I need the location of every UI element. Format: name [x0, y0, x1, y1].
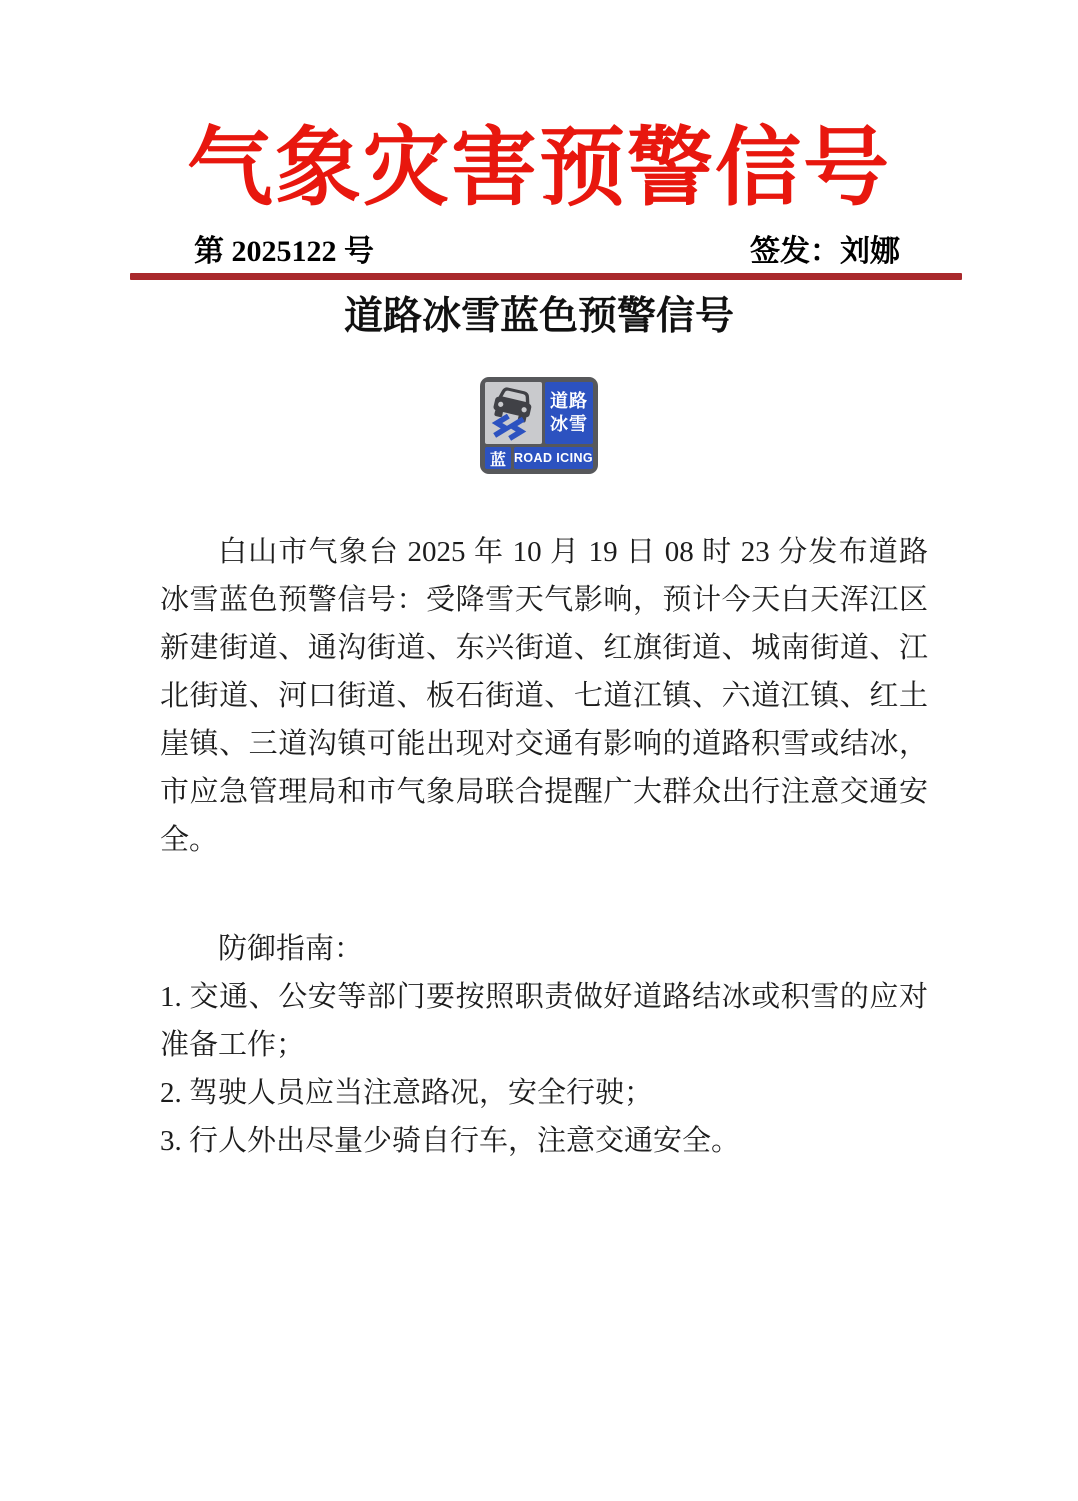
- warning-type-line2: 冰雪: [550, 414, 588, 435]
- road-icing-blue-warning-icon: [480, 377, 598, 474]
- guidelines-heading: 防御指南：: [218, 933, 364, 966]
- document-title: 气象灾害预警信号: [187, 120, 891, 216]
- warning-sign-container: [0, 377, 1078, 474]
- document-header-row: [130, 235, 962, 268]
- guideline-item-1: 1. 交通、公安等部门要按照职责做好道路结冰或积雪的应对准备工作；: [160, 981, 928, 1062]
- warning-type-line1: 道路: [550, 390, 588, 411]
- issuer-signature: 签发：刘娜: [750, 235, 900, 269]
- skidding-car-icon: [485, 382, 542, 444]
- guideline-item-2: 2. 驾驶人员应当注意路况，安全行驶；: [160, 1077, 654, 1110]
- warning-level-badge: 蓝: [485, 447, 511, 469]
- red-divider-rule: [130, 273, 962, 280]
- warning-type-label: [545, 382, 593, 444]
- warning-subtitle: 道路冰雪蓝色预警信号: [343, 295, 734, 339]
- warning-english-label: ROAD ICING: [514, 447, 593, 469]
- document-number: 第 2025122 号: [194, 235, 374, 269]
- guideline-item-3: 3. 行人外出尽量少骑自行车，注意交通安全。: [160, 1125, 741, 1158]
- warning-body-paragraph: 白山市气象台 2025 年 10 月 19 日 08 时 23 分发布道路冰雪蓝色预警信号：受降雪天气影响，预计今天白天浑江区新建街道、通沟街道、东兴街道、红旗街道、城南街道、江北街道、河口街道、板石街道、七道江镇、六道江镇、红土崖镇、三道沟镇可能出现对交通有影响的道路积雪或结冰，市应急管理局和市气象局联合提醒广大群众出行注意交通安全。: [160, 536, 928, 857]
